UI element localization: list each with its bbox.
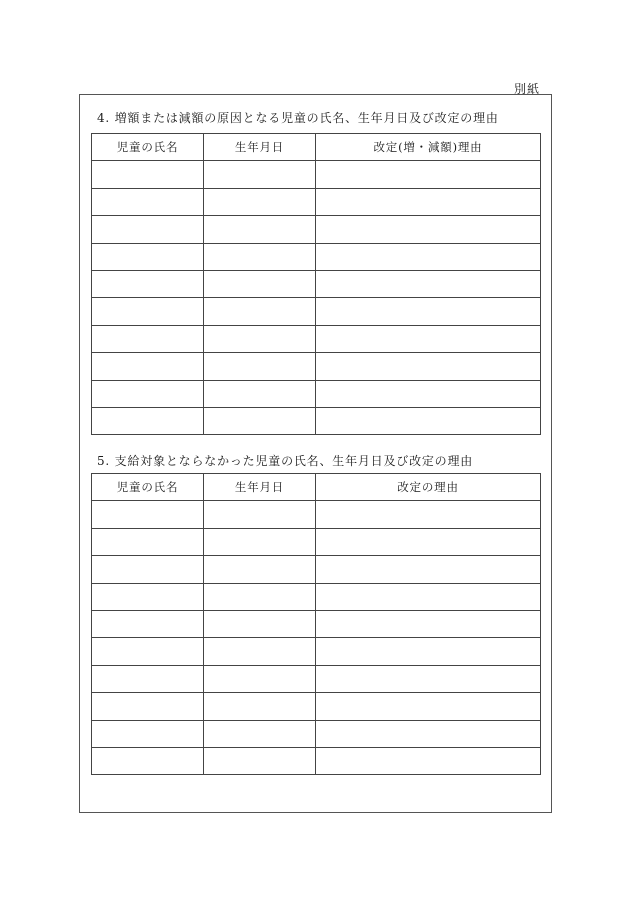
child-name-cell[interactable] — [92, 270, 204, 297]
birth-date-cell[interactable] — [204, 528, 316, 555]
table-row — [92, 161, 541, 188]
birth-date-cell[interactable] — [204, 665, 316, 692]
child-name-cell[interactable] — [92, 501, 204, 528]
table-row — [92, 693, 541, 720]
child-name-cell[interactable] — [92, 380, 204, 407]
child-name-cell[interactable] — [92, 528, 204, 555]
table-header-row — [92, 474, 541, 501]
child-name-cell[interactable] — [92, 353, 204, 380]
child-name-cell[interactable] — [92, 665, 204, 692]
attachment-label: 別紙 — [513, 82, 540, 96]
table-row — [92, 243, 541, 270]
revision-reason-cell[interactable] — [316, 188, 541, 215]
birth-date-cell[interactable] — [204, 243, 316, 270]
revision-reason-cell[interactable] — [316, 325, 541, 352]
birth-date-cell[interactable] — [204, 380, 316, 407]
birth-date-cell[interactable] — [204, 270, 316, 297]
revision-reason-cell[interactable] — [316, 528, 541, 555]
child-name-cell[interactable] — [92, 693, 204, 720]
birth-date-cell[interactable] — [204, 216, 316, 243]
child-name-cell[interactable] — [92, 161, 204, 188]
table-row — [92, 216, 541, 243]
table-header-row — [92, 134, 541, 161]
birth-date-cell[interactable] — [204, 353, 316, 380]
revision-reason-cell[interactable] — [316, 407, 541, 434]
birth-date-cell[interactable] — [204, 325, 316, 352]
revision-reason-cell[interactable] — [316, 380, 541, 407]
child-name-cell[interactable] — [92, 407, 204, 434]
birth-date-cell[interactable] — [204, 188, 316, 215]
child-name-cell[interactable] — [92, 720, 204, 747]
table-row — [92, 407, 541, 434]
child-name-cell[interactable] — [92, 638, 204, 665]
revision-reason-cell[interactable] — [316, 720, 541, 747]
revision-reason-cell[interactable] — [316, 298, 541, 325]
birth-date-cell[interactable] — [204, 720, 316, 747]
birth-date-cell[interactable] — [204, 638, 316, 665]
birth-date-cell[interactable] — [204, 747, 316, 774]
birth-date-cell[interactable] — [204, 501, 316, 528]
revision-reason-cell[interactable] — [316, 243, 541, 270]
child-name-cell[interactable] — [92, 747, 204, 774]
section4-heading: 4. 増額または減額の原因となる児童の氏名、生年月日及び改定の理由 — [97, 111, 499, 125]
child-name-cell[interactable] — [92, 216, 204, 243]
revision-reason-cell[interactable] — [316, 638, 541, 665]
birth-date-cell[interactable] — [204, 583, 316, 610]
column-header-child-name: 児童の氏名 — [92, 134, 204, 161]
birth-date-cell[interactable] — [204, 161, 316, 188]
column-header-revision-reason: 改定の理由 — [316, 474, 541, 501]
column-header-birth-date: 生年月日 — [204, 134, 316, 161]
table-row — [92, 188, 541, 215]
table-row — [92, 610, 541, 637]
revision-reason-cell[interactable] — [316, 583, 541, 610]
section4-table — [91, 133, 541, 435]
column-header-birth-date: 生年月日 — [204, 474, 316, 501]
section5-table — [91, 473, 541, 775]
child-name-cell[interactable] — [92, 583, 204, 610]
revision-reason-cell[interactable] — [316, 270, 541, 297]
revision-reason-cell[interactable] — [316, 665, 541, 692]
table-row — [92, 298, 541, 325]
table-row — [92, 380, 541, 407]
column-header-child-name: 児童の氏名 — [92, 474, 204, 501]
revision-reason-cell[interactable] — [316, 610, 541, 637]
child-name-cell[interactable] — [92, 325, 204, 352]
revision-reason-cell[interactable] — [316, 501, 541, 528]
revision-reason-cell[interactable] — [316, 353, 541, 380]
revision-reason-cell[interactable] — [316, 216, 541, 243]
child-name-cell[interactable] — [92, 610, 204, 637]
table-row — [92, 747, 541, 774]
table-row — [92, 720, 541, 747]
child-name-cell[interactable] — [92, 298, 204, 325]
revision-reason-cell[interactable] — [316, 693, 541, 720]
table-row — [92, 665, 541, 692]
child-name-cell[interactable] — [92, 188, 204, 215]
child-name-cell[interactable] — [92, 556, 204, 583]
revision-reason-cell[interactable] — [316, 556, 541, 583]
table-row — [92, 528, 541, 555]
revision-reason-cell[interactable] — [316, 161, 541, 188]
birth-date-cell[interactable] — [204, 610, 316, 637]
table-row — [92, 325, 541, 352]
table-row — [92, 583, 541, 610]
table-row — [92, 270, 541, 297]
section5-heading: 5. 支給対象とならなかった児童の氏名、生年月日及び改定の理由 — [97, 454, 474, 468]
birth-date-cell[interactable] — [204, 556, 316, 583]
revision-reason-cell[interactable] — [316, 747, 541, 774]
table-row — [92, 556, 541, 583]
child-name-cell[interactable] — [92, 243, 204, 270]
column-header-revision-reason: 改定(増・減額)理由 — [316, 134, 541, 161]
table-row — [92, 501, 541, 528]
table-row — [92, 638, 541, 665]
birth-date-cell[interactable] — [204, 298, 316, 325]
birth-date-cell[interactable] — [204, 693, 316, 720]
table-row — [92, 353, 541, 380]
birth-date-cell[interactable] — [204, 407, 316, 434]
